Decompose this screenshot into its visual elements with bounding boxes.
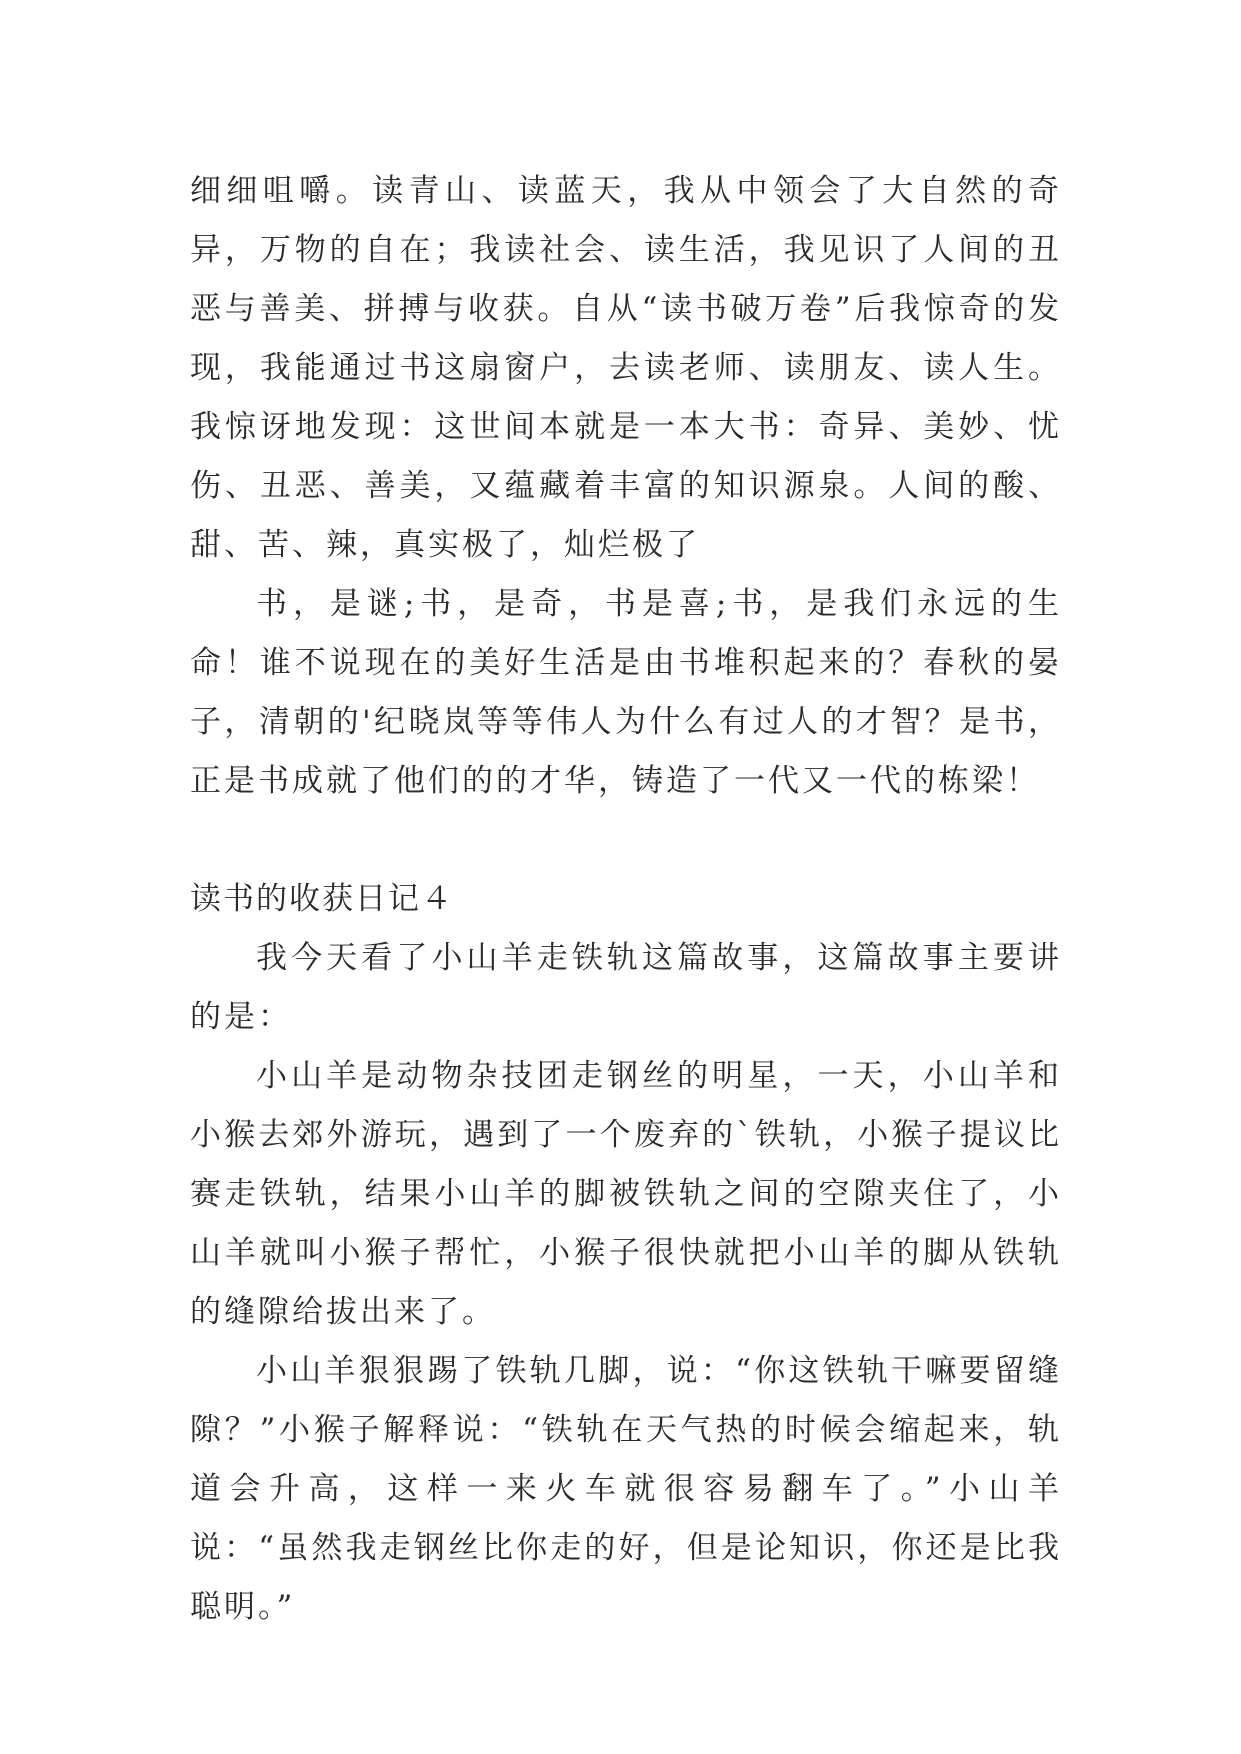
paragraph-story-intro: 我今天看了小山羊走铁轨这篇故事，这篇故事主要讲的是： <box>190 940 1062 1035</box>
section-heading: 读书的收获日记４ <box>190 881 454 917</box>
paragraph-story-events: 小山羊是动物杂技团走钢丝的明星，一天，小山羊和小猴去郊外游玩，遇到了一个废弃的`铁轨，小猴子提议比赛走铁轨，结果小山羊的脚被铁轨之间的空隙夹住了，小山羊就叫小猴子帮忙，小猴子很快就把小山羊的脚从铁轨的缝隙给拔出来了。 <box>190 1058 1062 1330</box>
paragraph-story-dialogue: 小山羊狠狠踢了铁轨几脚，说：“你这铁轨干嘛要留缝隙？”小猴子解释说：“铁轨在天气热的时候会缩起来，轨道会升高，这样一来火车就很容易翻车了。”小山羊说：“虽然我走钢丝比你走的好，但是论知识，你还是比我聪明。” <box>190 1353 1062 1625</box>
document-body <box>190 162 1062 1637</box>
section-spacer <box>190 811 1062 870</box>
paragraph-books-praise: 书，是谜;书，是奇，书是喜;书，是我们永远的生命！谁不说现在的美好生活是由书堆积起来的？春秋的晏子，清朝的'纪晓岚等等伟人为什么有过人的才智？是书，正是书成就了他们的的才华，铸造了一代又一代的栋梁！ <box>190 586 1062 799</box>
paragraph-reading-nature: 细细咀嚼。读青山、读蓝天，我从中领会了大自然的奇异，万物的自在；我读社会、读生活，我见识了人间的丑恶与善美、拼搏与收获。自从“读书破万卷”后我惊奇的发现，我能通过书这扇窗户，去读老师、读朋友、读人生。我惊讶地发现：这世间本就是一本大书：奇异、美妙、忧伤、丑恶、善美，又蕴藏着丰富的知识源泉。人间的酸、甜、苦、辣，真实极了，灿烂极了 <box>190 173 1062 563</box>
